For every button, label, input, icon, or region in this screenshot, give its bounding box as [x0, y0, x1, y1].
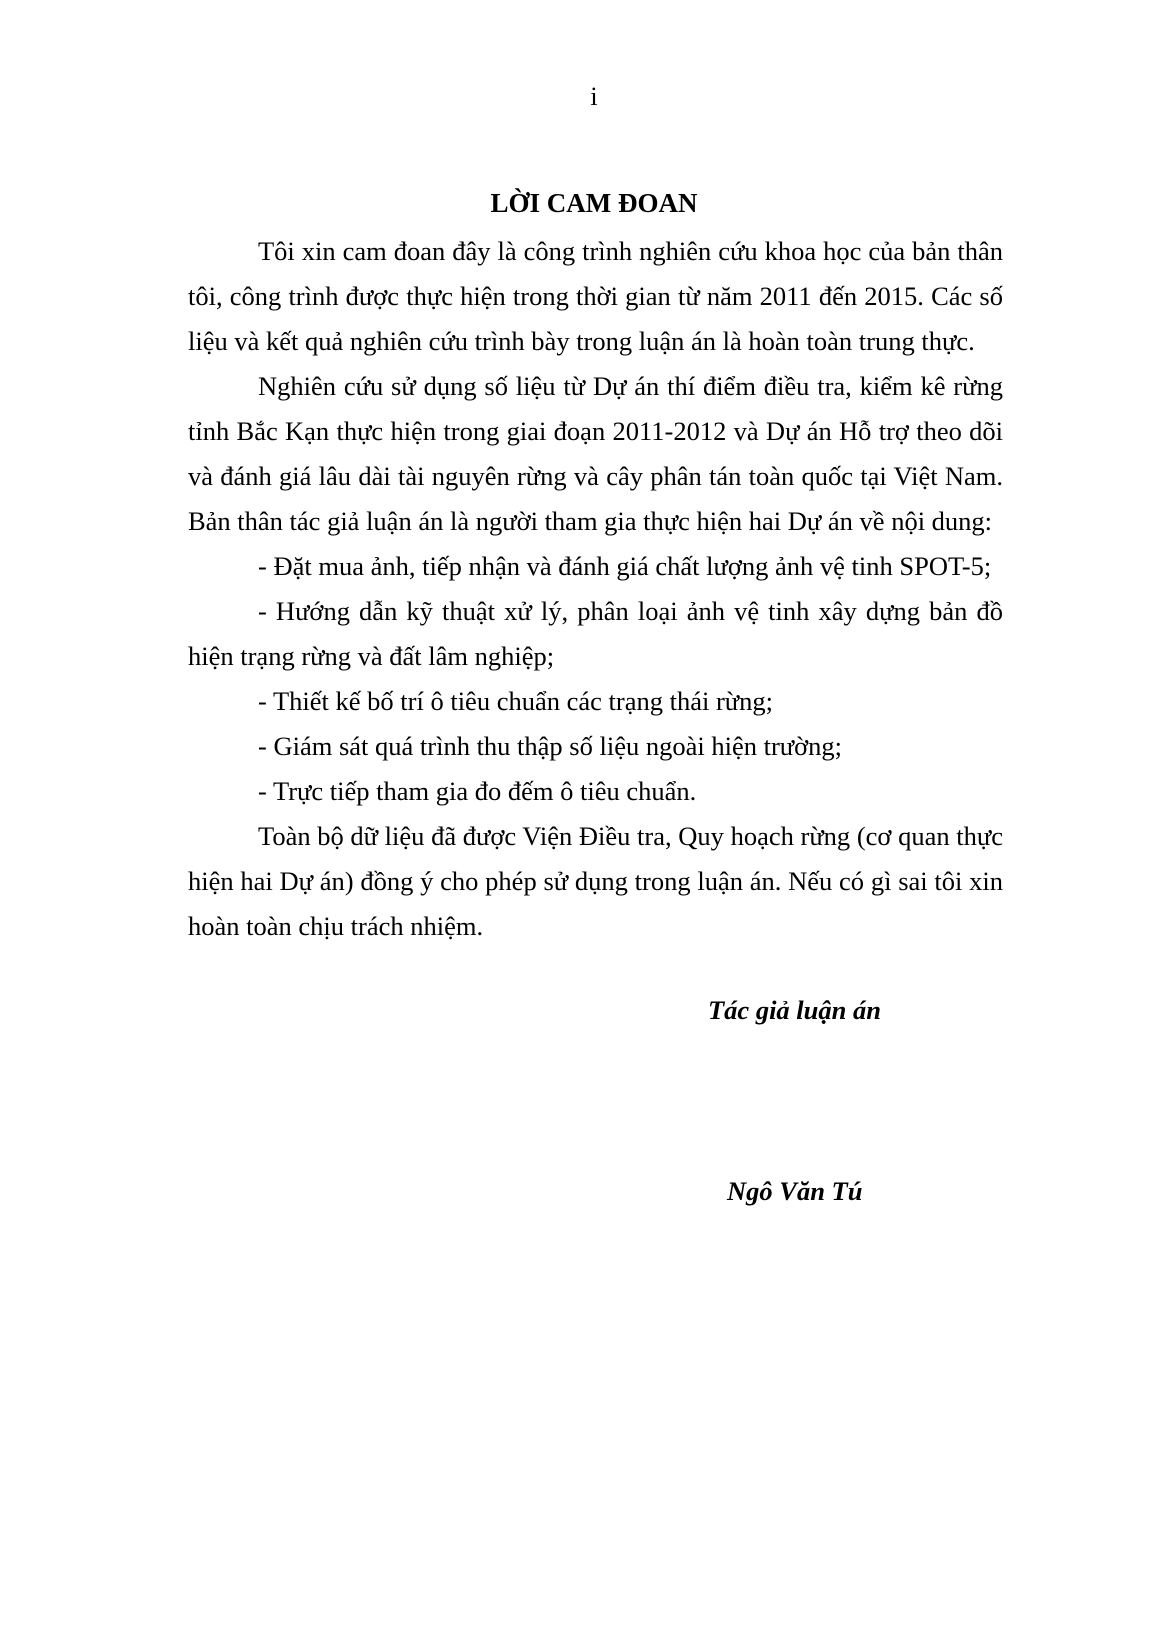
paragraph-data-sources: Nghiên cứu sử dụng số liệu từ Dự án thí điểm điều tra, kiểm kê rừng tỉnh Bắc Kạn thực hiện trong giai đoạn 2011-2012 và Dự án Hỗ trợ theo dõi và đánh giá lâu dài tài nguyên rừng và cây phân tán toàn quốc tại Việt Nam. Bản thân tác giả luận án là người tham gia thực hiện hai Dự án về nội dung: [188, 371, 1003, 536]
paragraph-intro: Tôi xin cam đoan đây là công trình nghiên cứu khoa học của bản thân tôi, công trình được thực hiện trong thời gian từ năm 2011 đến 2015. Các số liệu và kết quả nghiên cứu trình bày trong luận án là hoàn toàn trung thực. [188, 236, 1003, 356]
page-title: LỜI CAM ĐOAN [490, 188, 698, 218]
list-item-plot-measurement: - Trực tiếp tham gia đo đếm ô tiêu chuẩn. [258, 776, 697, 806]
declaration-body [188, 229, 1003, 949]
list-item-image-classification: - Hướng dẫn kỹ thuật xử lý, phân loại ảnh vệ tinh xây dựng bản đồ hiện trạng rừng và đất lâm nghiệp; [188, 596, 1003, 671]
list-item-image-order: - Đặt mua ảnh, tiếp nhận và đánh giá chất lượng ảnh vệ tinh SPOT-5; [258, 551, 992, 581]
list-item-plot-design: - Thiết kế bố trí ô tiêu chuẩn các trạng thái rừng; [258, 686, 773, 716]
signature-name: Ngô Văn Tú [727, 1176, 863, 1206]
list-item-field-supervision: - Giám sát quá trình thu thập số liệu ngoài hiện trường; [258, 731, 843, 761]
signature-role: Tác giả luận án [708, 995, 882, 1025]
paragraph-permission: Toàn bộ dữ liệu đã được Viện Điều tra, Quy hoạch rừng (cơ quan thực hiện hai Dự án) đồng ý cho phép sử dụng trong luận án. Nếu có gì sai tôi xin hoàn toàn chịu trách nhiệm. [188, 821, 1003, 941]
page-number: i [590, 82, 598, 111]
